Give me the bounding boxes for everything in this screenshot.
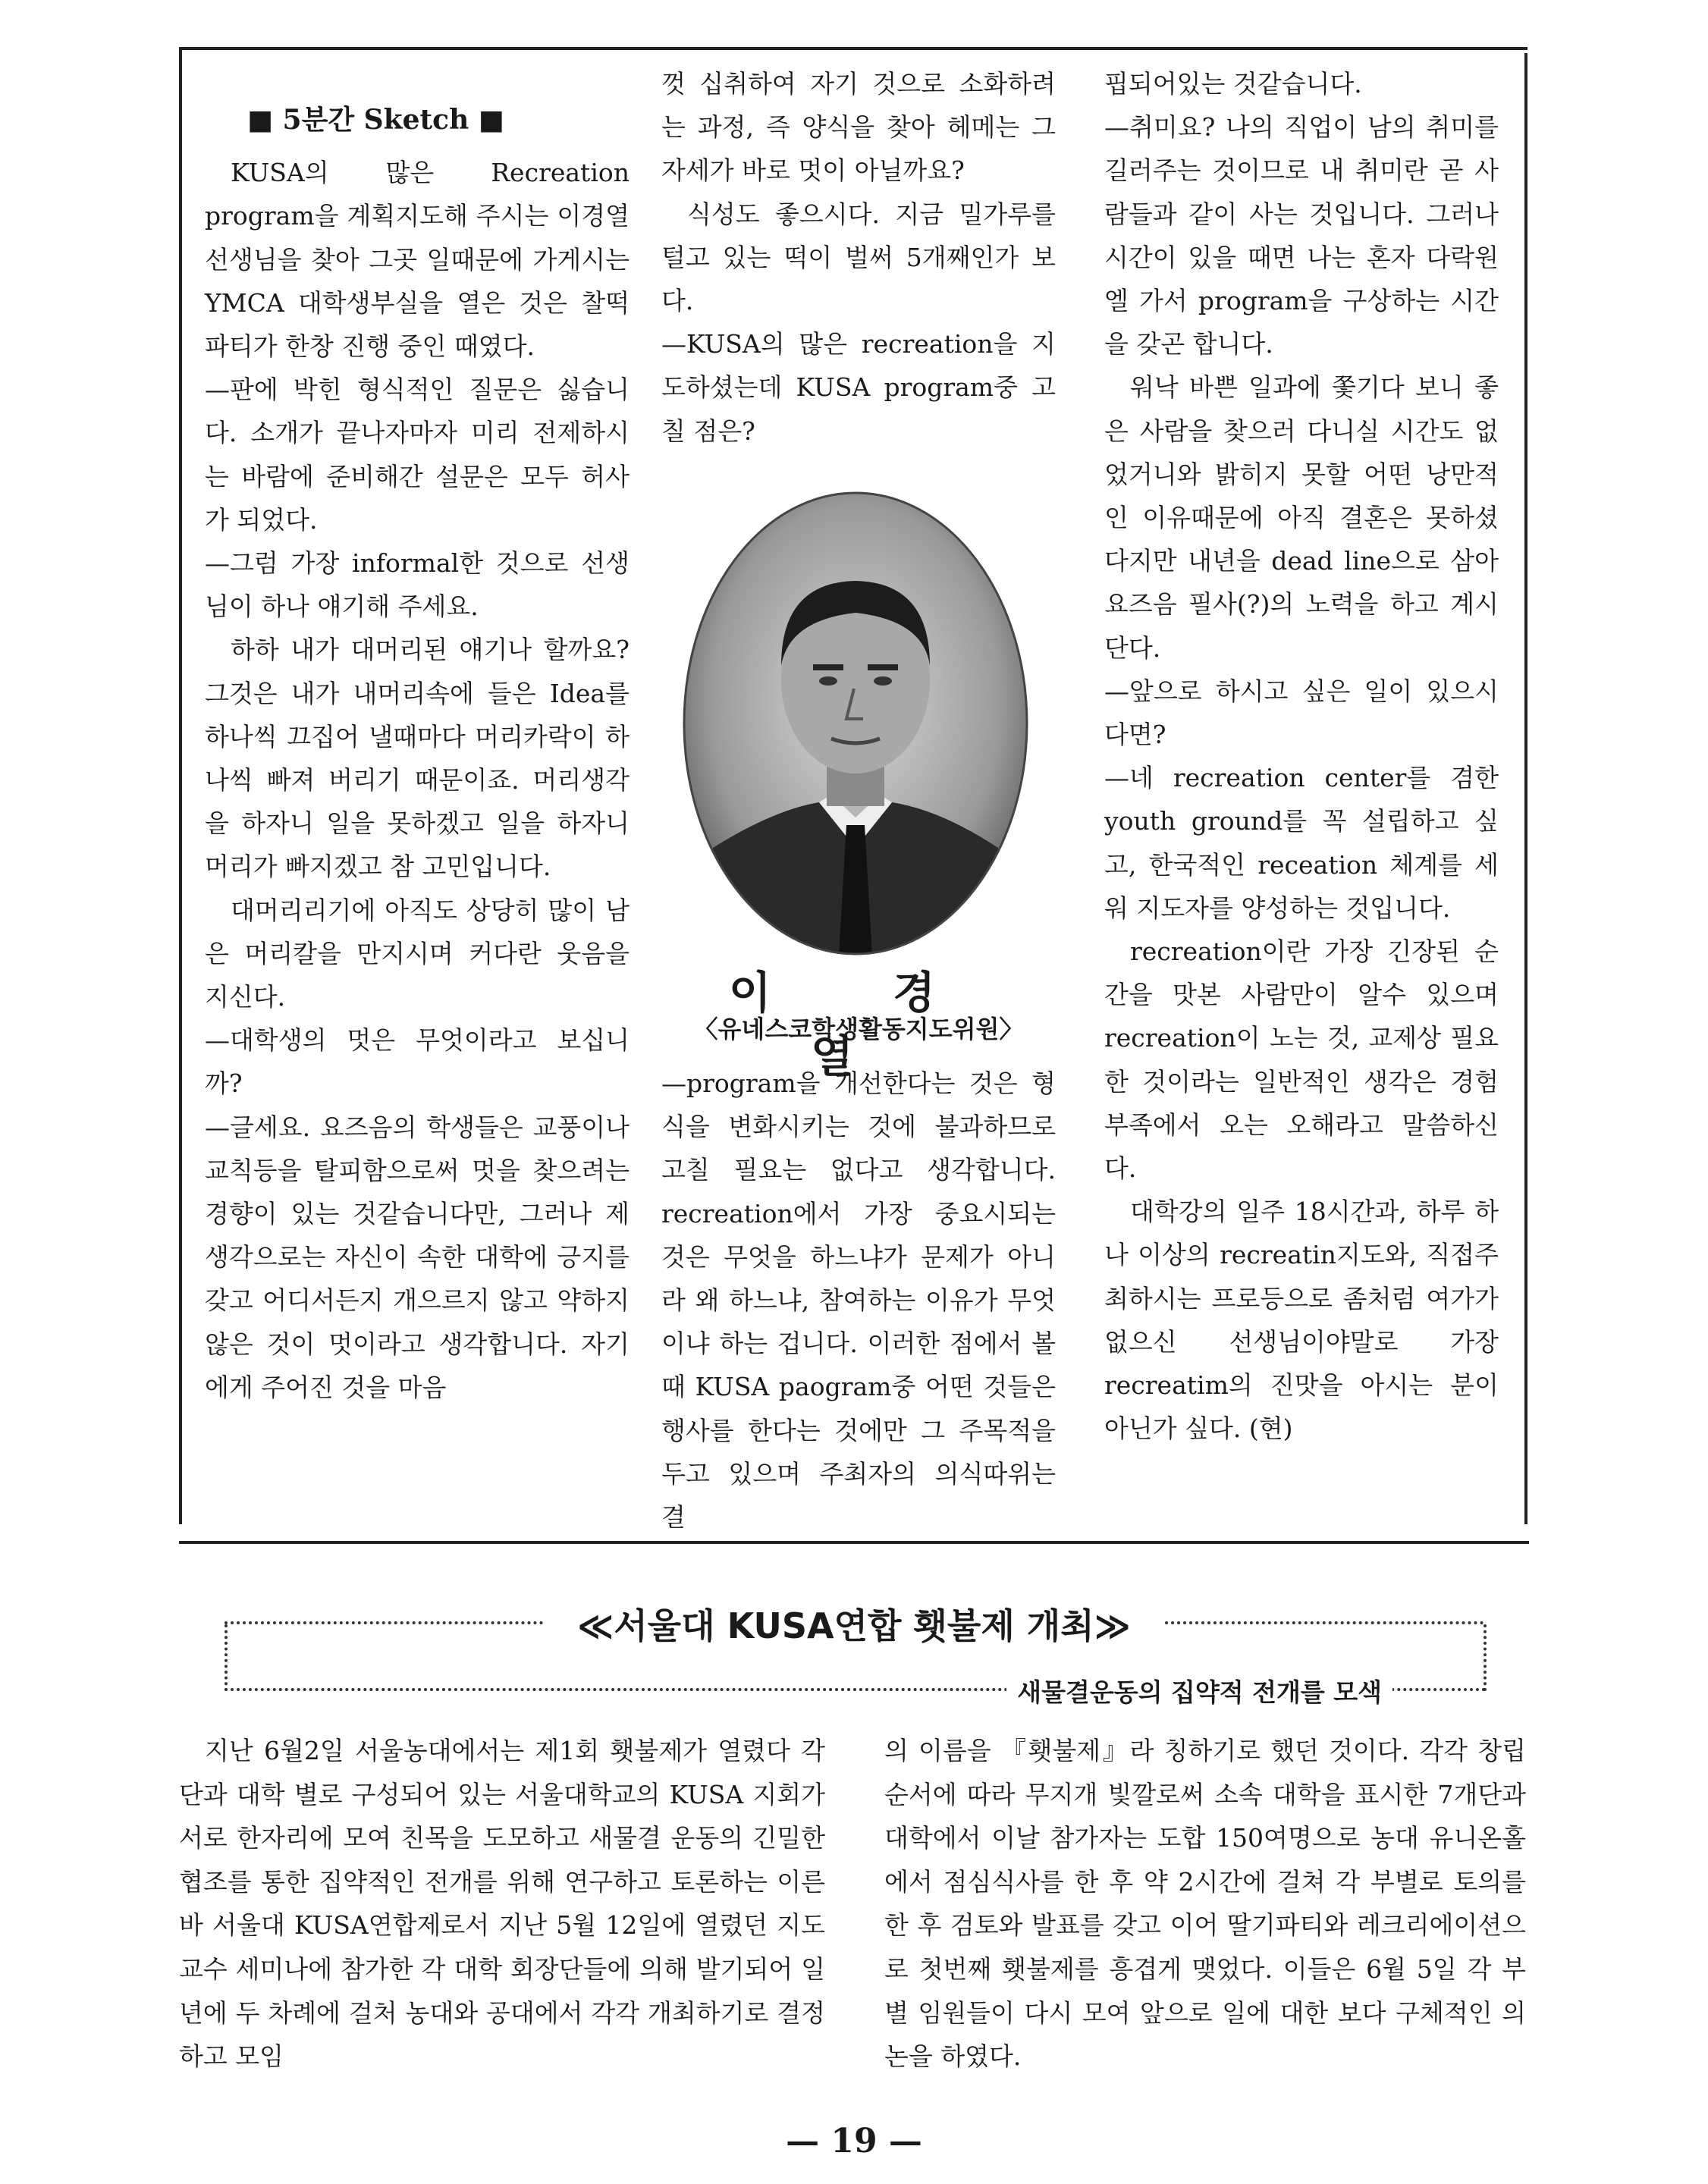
interview-column-2 — [661, 62, 1056, 453]
portrait-photo — [683, 491, 1028, 956]
paragraph: —그럼 가장 informal한 것으로 선생님이 하나 얘기해 주세요. — [205, 548, 630, 622]
paragraph: 식성도 좋으시다. 지금 밀가루를 털고 있는 떡이 벌써 5개째인가 보다. — [661, 199, 1056, 316]
paragraph: —대학생의 멋은 무엇이라고 보십니까? — [205, 1025, 630, 1099]
right-rule — [1524, 53, 1527, 1524]
paragraph: KUSA의 많은 Recreation program을 계획지도해 주시는 이경열선생님을 찾아 그곳 일때문에 가게시는 YMCA 대학생부실을 열은 것은 찰떡파티가 한창 진행 중인 때였다. — [205, 158, 630, 362]
interview-column-1 — [205, 62, 630, 1409]
photo-title: 〈유네스코학생활동지도위원〉 — [693, 1015, 1024, 1043]
paragraph: 하하 내가 대머리된 얘기나 할까요? 그것은 내가 내머리속에 들은 Idea를 하나씩 끄집어 낼때마다 머리카락이 하나씩 빠져 버리기 때문이죠. 머리생각을 하자니 일을 못하겠고 일을 하자니 머리가 빠지겠고 참 고민입니다. — [205, 635, 630, 882]
page-number: — 19 — — [786, 2122, 922, 2160]
section-divider — [179, 1541, 1529, 1544]
interview-column-3 — [1104, 62, 1499, 1451]
paragraph: recreation이란 가장 긴장된 순간을 맛본 사람만이 알수 있으며 recreation이 노는 것, 교제상 필요한 것이라는 일반적인 생각은 경험부족에서 오는 오해라고 말씀하신다. — [1104, 937, 1499, 1184]
paragraph: 의 이름을 『횃불제』라 칭하기로 했던 것이다. 각각 창립 순서에 따라 무지개 빛깔로써 소속 대학을 표시한 7개단과 대학에서 이날 참가자는 도합 150여명으로 농대 유니온홀에서 점심식사를 한 후 약 2시간에 걸쳐 각 부별로 토의를 한 후 검토와 발표를 갖고 이어 딸기파티와 레크리에이션으로 첫번째 횃불제를 흥겹게 맺었다. 이들은 6월 5일 각 부별 임원들이 다시 모여 앞으로 일에 대한 보다 구체적인 의논을 하였다. — [884, 1736, 1526, 2072]
paragraph: 핍되어있는 것같습니다. — [1104, 69, 1362, 99]
paragraph: 껏 십취하여 자기 것으로 소화하려는 과정, 즉 양식을 찾아 헤메는 그 자세가 바로 멋이 아닐까요? — [661, 69, 1056, 186]
interview-column-2-lower — [661, 1062, 1056, 1539]
left-rule — [179, 47, 182, 1524]
paragraph: —앞으로 하시고 싶은 일이 있으시다면? — [1104, 676, 1499, 750]
paragraph: —KUSA의 많은 recreation을 지도하셨는데 KUSA program중 고칠 점은? — [661, 329, 1056, 446]
paragraph: —판에 박힌 형식적인 질문은 싫습니다. 소개가 끝나자마자 미리 전제하시는 바람에 준비해간 설문은 모두 허사가 되었다. — [205, 375, 630, 535]
news-title: ≪서울대 KUSA연합 횃불제 개최≫ — [543, 1599, 1165, 1649]
news-subtitle: 새물결운동의 집약적 전개를 모색 — [1006, 1673, 1392, 1709]
news-banner — [224, 1599, 1484, 1706]
paragraph: 대학강의 일주 18시간과, 하루 하나 이상의 recreatin지도와, 직접주최하시는 프로등으로 좀처럼 여가가 없으신 선생님이야말로 가장 recreatim의 진맛을 아시는 분이 아닌가 싶다. (현) — [1104, 1197, 1499, 1444]
top-rule — [181, 47, 1527, 50]
news-column-1 — [179, 1729, 825, 2079]
paragraph: 워낙 바쁜 일과에 쫓기다 보니 좋은 사람을 찾으러 다니실 시간도 없었거니와 밝히지 못할 어떤 낭만적인 이유때문에 아직 결혼은 못하셨다지만 내년을 dead line으로 삼아 요즈음 필사(?)의 노력을 하고 계시단다. — [1104, 372, 1499, 663]
paragraph: —취미요? 나의 직업이 남의 취미를 길러주는 것이므로 내 취미란 곧 사람들과 같이 사는 것입니다. 그러나 시간이 있을 때면 나는 혼자 다락원엘 가서 program을 구상하는 시간을 갖곤 합니다. — [1104, 112, 1499, 359]
paragraph: 지난 6월2일 서울농대에서는 제1회 횃불제가 열렸다 각 단과 대학 별로 구성되어 있는 서울대학교의 KUSA 지회가 서로 한자리에 모여 친목을 도모하고 새물결 운동의 긴밀한 협조를 통한 집약적인 전개를 위해 연구하고 토론하는 이른바 서울대 KUSA연합제로서 지난 5월 12일에 열렸던 지도교수 세미나에 참가한 각 대학 회장단들에 의해 발기되어 일년에 두 차례에 걸처 농대와 공대에서 각각 개최하기로 결정하고 모임 — [179, 1736, 826, 2072]
paragraph: 대머리리기에 아직도 상당히 많이 남은 머리칼을 만지시며 커다란 웃음을 지신다. — [205, 895, 630, 1012]
paragraph: —program을 개선한다는 것은 형식을 변화시키는 것에 불과하므로 고칠 필요는 없다고 생각합니다. recreation에서 가장 중요시되는 것은 무엇을 하느냐가 문제가 아니라 왜 하느냐, 참여하는 이유가 무엇이냐 하는 겁니다. 이러한 점에서 볼때 KUSA paogram중 어떤 것들은 행사를 한다는 것에만 그 주목적을 두고 있으며 주최자의 의식따위는 결 — [661, 1068, 1056, 1533]
paragraph: —글세요. 요즈음의 학생들은 교풍이나 교칙등을 탈피함으로써 멋을 찾으려는 경향이 있는 것같습니다만, 그러나 제생각으로는 자신이 속한 대학에 긍지를 갖고 어디서든지 개으르지 않고 약하지 않은 것이 멋이라고 생각합니다. 자기에게 주어진 것을 마음 — [205, 1112, 630, 1402]
photo-name: 이 경 열 — [728, 967, 989, 1082]
paragraph: —네 recreation center를 겸한 youth ground를 꼭 설립하고 싶고, 한국적인 receation 체계를 세워 지도자를 양성하는 것입니다. — [1104, 763, 1499, 923]
interview-heading: ■ 5분간 Sketch ■ — [247, 104, 504, 136]
news-column-2 — [884, 1729, 1526, 2079]
